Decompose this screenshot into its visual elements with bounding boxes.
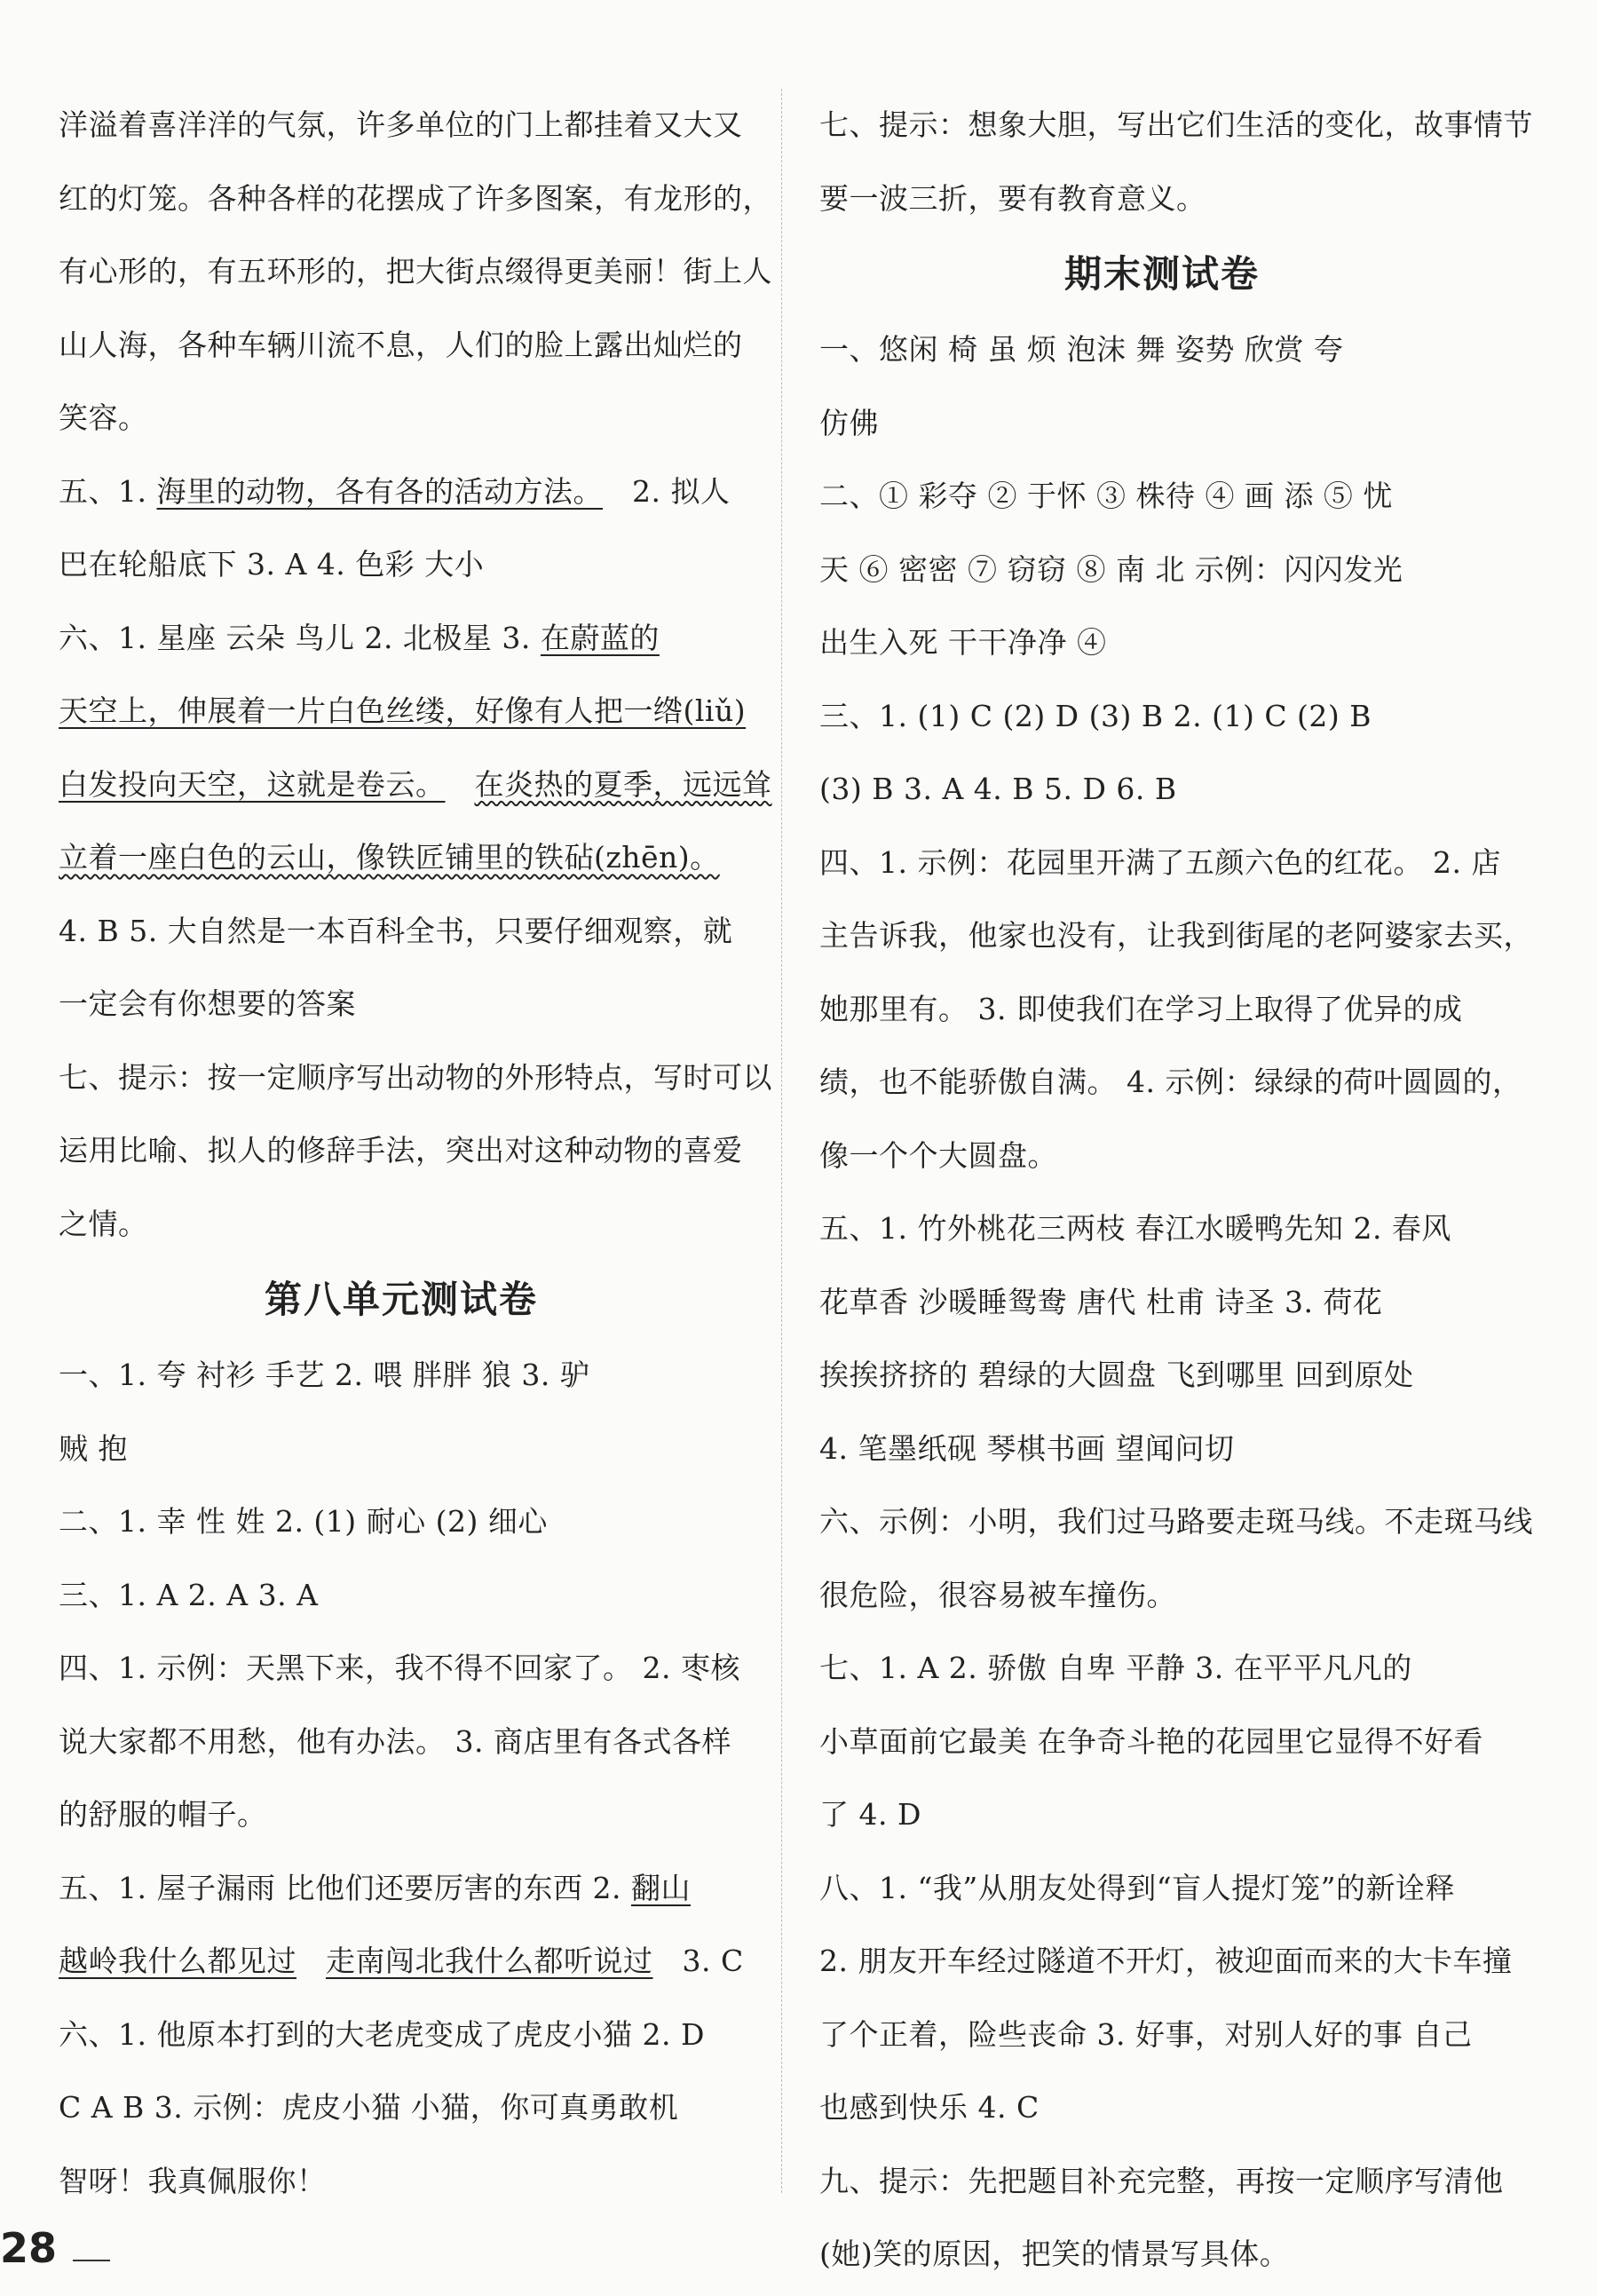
text-line: 小草面前它最美 在争奇斗艳的花园里它显得不好看 bbox=[819, 1723, 1483, 1759]
column-divider bbox=[781, 89, 782, 2193]
text-line: 六、1. 他原本打到的大老虎变成了虎皮小猫 2. D bbox=[59, 2016, 705, 2052]
text-line: 二、1. 幸 性 姓 2. (1) 耐心 (2) 细心 bbox=[59, 1504, 548, 1539]
text-line bbox=[59, 1852, 744, 1926]
text-line: 仿佛 bbox=[819, 405, 879, 440]
text-line: 说大家都不用愁，他有办法。 3. 商店里有各式各样 bbox=[59, 1723, 731, 1759]
text-line: C A B 3. 示例：虎皮小猫 小猫，你可真勇敢机 bbox=[59, 2090, 679, 2125]
text-line: (她)笑的原因，把笑的情景写具体。 bbox=[819, 2237, 1290, 2271]
section-heading: 期末测试卷 bbox=[1063, 252, 1260, 296]
wavy-underlined-answer: 立着一座白色的云山，像铁匠铺里的铁砧(zhēn)。 bbox=[59, 840, 720, 875]
underlined-answer: 在蔚蓝的 bbox=[540, 620, 660, 655]
text-line: 了个正着，险些丧命 3. 好事，对别人好的事 自己 bbox=[819, 2016, 1473, 2052]
answer-text: 五、1. 屋子漏雨 比他们还要厉害的东西 2. bbox=[59, 1870, 621, 1905]
text-line bbox=[59, 821, 744, 895]
text-line: 洋溢着喜洋洋的气氛，许多单位的门上都挂着又大又 bbox=[59, 107, 743, 142]
text-line: 山人海，各种车辆川流不息，人们的脸上露出灿烂的 bbox=[59, 327, 743, 362]
text-line: 之情。 bbox=[59, 1206, 148, 1241]
page-number-dash bbox=[73, 2260, 110, 2261]
text-line: 花草香 沙暖睡鸳鸯 唐代 杜甫 诗圣 3. 荷花 bbox=[819, 1284, 1383, 1319]
text-line: 运用比喻、拟人的修辞手法，突出对这种动物的喜爱 bbox=[59, 1133, 743, 1168]
text-line bbox=[59, 455, 744, 529]
answer-text: 六、1. 星座 云朵 鸟儿 2. 北极星 3. bbox=[59, 620, 531, 655]
underlined-answer: 海里的动物，各有各的活动方法。 bbox=[156, 473, 603, 509]
text-line: 像一个个大圆盘。 bbox=[819, 1137, 1057, 1173]
text-line: 七、提示：想象大胆，写出它们生活的变化，故事情节 bbox=[819, 107, 1533, 142]
text-line: 五、1. 竹外桃花三两枝 春江水暖鸭先知 2. 春风 bbox=[819, 1211, 1451, 1246]
text-line bbox=[59, 675, 747, 748]
text-line: 绩，也不能骄傲自满。 4. 示例：绿绿的荷叶圆圆的， bbox=[819, 1065, 1522, 1099]
text-line: 要一波三折，要有教育意义。 bbox=[819, 180, 1206, 216]
question-label: 五、1. bbox=[59, 473, 147, 509]
answer-text: 3. C bbox=[682, 1944, 744, 1978]
text-line: 也感到快乐 4. C bbox=[819, 2090, 1040, 2125]
text-line: 出生入死 干干净净 ④ bbox=[819, 625, 1107, 660]
text-line: 四、1. 示例：花园里开满了五颜六色的红花。 2. 店 bbox=[819, 844, 1501, 880]
text-line: 六、示例：小明，我们过马路要走斑马线。不走斑马线 bbox=[819, 1504, 1533, 1539]
underlined-answer: 白发投向天空，这就是卷云。 bbox=[59, 766, 446, 802]
underlined-answer: 走南闯北我什么都听说过 bbox=[325, 1944, 653, 1978]
underlined-answer: 越岭我什么都见过 bbox=[59, 1944, 296, 1978]
text-line: (3) B 3. A 4. B 5. D 6. B bbox=[819, 772, 1177, 806]
text-line: 二、① 彩夺 ② 于怀 ③ 株待 ④ 画 添 ⑤ 忧 bbox=[819, 479, 1393, 513]
text-line: 一、1. 夸 衬衫 手艺 2. 喂 胖胖 狼 3. 驴 bbox=[59, 1358, 590, 1392]
text-line: 笑容。 bbox=[59, 400, 148, 435]
left-column bbox=[59, 89, 772, 2218]
text-line bbox=[59, 748, 772, 822]
text-line: 九、提示：先把题目补充完整，再按一定顺序写清他 bbox=[819, 2163, 1504, 2198]
text-line bbox=[59, 602, 744, 676]
wavy-underlined-answer: 在炎热的夏季，远远耸 bbox=[474, 766, 772, 802]
text-line: 4. 笔墨纸砚 琴棋书画 望闻问切 bbox=[819, 1430, 1235, 1466]
text-line: 贼 抱 bbox=[59, 1430, 128, 1466]
text-line: 三、1. (1) C (2) D (3) B 2. (1) C (2) B bbox=[819, 698, 1372, 733]
text-line: 挨挨挤挤的 碧绿的大圆盘 飞到哪里 回到原处 bbox=[819, 1358, 1414, 1392]
text-line: 智呀！我真佩服你！ bbox=[59, 2163, 327, 2198]
text-line: 七、提示：按一定顺序写出动物的外形特点，写时可以 bbox=[59, 1059, 772, 1095]
page-number: 28 bbox=[0, 2224, 58, 2272]
text-line: 一定会有你想要的答案 bbox=[59, 986, 356, 1021]
underlined-answer: 天空上，伸展着一片白色丝缕，好像有人把一绺(liǔ) bbox=[59, 693, 747, 728]
text-line: 很危险，很容易被车撞伤。 bbox=[819, 1577, 1176, 1612]
text-line: 四、1. 示例：天黑下来，我不得不回家了。 2. 枣核 bbox=[59, 1651, 740, 1685]
right-column bbox=[819, 89, 1533, 2292]
text-line: 红的灯笼。各种各样的花摆成了许多图案，有龙形的， bbox=[59, 180, 772, 216]
text-line: 八、1. “我”从朋友处得到“盲人提灯笼”的新诠释 bbox=[819, 1870, 1455, 1905]
text-line: 她那里有。 3. 即使我们在学习上取得了优异的成 bbox=[819, 991, 1463, 1026]
text-line: 的舒服的帽子。 bbox=[59, 1797, 267, 1832]
text-line: 三、1. A 2. A 3. A bbox=[59, 1577, 319, 1612]
text-line: 七、1. A 2. 骄傲 自卑 平静 3. 在平平凡凡的 bbox=[819, 1651, 1412, 1685]
section-heading: 第八单元测试卷 bbox=[264, 1278, 538, 1321]
text-line: 了 4. D bbox=[819, 1797, 921, 1832]
text-line: 巴在轮船底下 3. A 4. 色彩 大小 bbox=[59, 547, 485, 582]
answer-text: 2. 拟人 bbox=[631, 473, 731, 509]
underlined-answer: 翻山 bbox=[630, 1870, 691, 1905]
text-line: 主告诉我，他家也没有，让我到街尾的老阿婆家去买， bbox=[819, 918, 1533, 953]
text-line bbox=[59, 1925, 744, 1999]
text-line: 一、悠闲 椅 虽 烦 泡沫 舞 姿势 欣赏 夸 bbox=[819, 332, 1344, 367]
text-line: 4. B 5. 大自然是一本百科全书，只要仔细观察，就 bbox=[59, 913, 733, 948]
text-line: 天 ⑥ 密密 ⑦ 窃窃 ⑧ 南 北 示例：闪闪发光 bbox=[819, 551, 1403, 587]
text-line: 有心形的，有五环形的，把大街点缀得更美丽！街上人 bbox=[59, 254, 772, 289]
text-line: 2. 朋友开车经过隧道不开灯，被迎面而来的大卡车撞 bbox=[819, 1944, 1513, 1978]
